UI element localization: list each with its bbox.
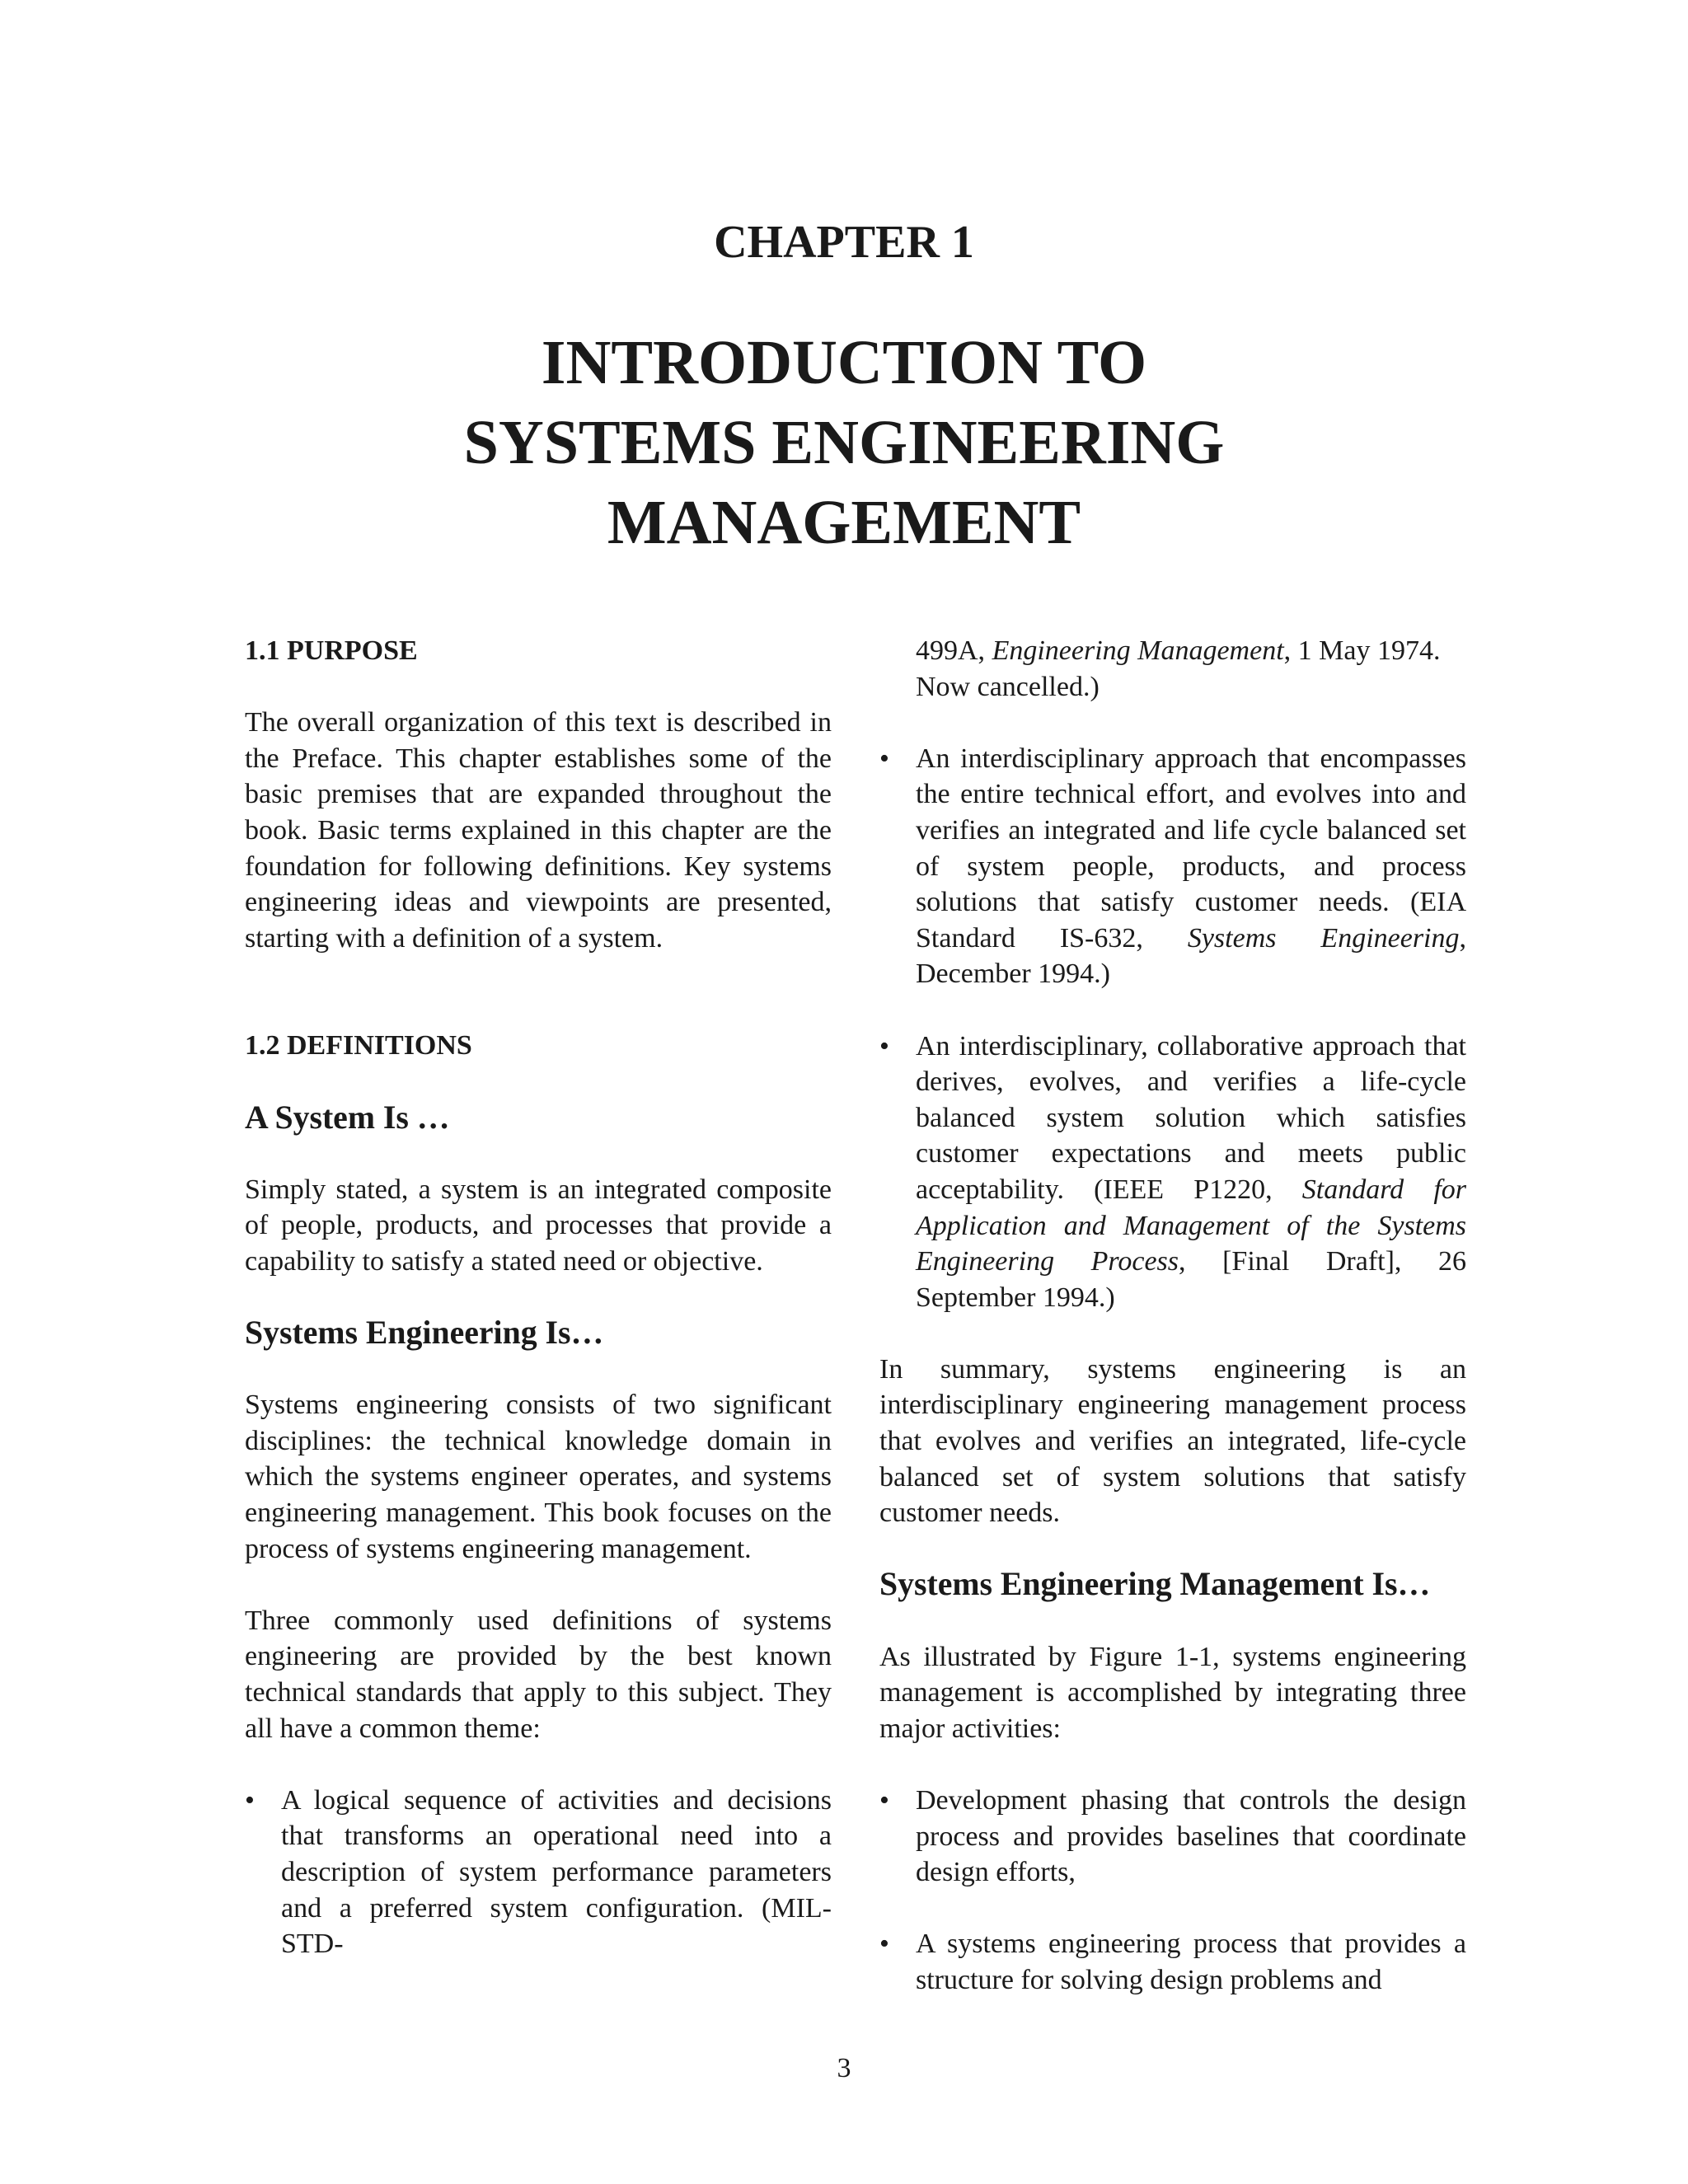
definitions-list-continued: [879, 741, 1466, 1316]
bullet-continuation: [879, 633, 1466, 705]
systems-engineering-management-heading: Systems Engineering Management Is…: [879, 1566, 1431, 1603]
bullet-marker: •: [879, 1030, 889, 1062]
system-paragraph: Simply stated, a system is an integrated composite of people, products, and processes that provide a capability to satisfy a stated need or objective.: [245, 1174, 832, 1277]
bullet-text: A systems engineering process that provides a structure for solving design problems and: [916, 1929, 1466, 1995]
bullet-citation-title: Systems Engineering: [1187, 922, 1460, 954]
purpose-heading: 1.1 PURPOSE: [245, 635, 418, 666]
list-item: [879, 1783, 1466, 1891]
list-item: [879, 741, 1466, 992]
chapter-title-line-2: SYSTEMS ENGINEERING: [463, 408, 1225, 477]
page-number: 3: [837, 2053, 851, 2083]
chapter-title-line-3: MANAGEMENT: [607, 488, 1081, 557]
bullet-text: An interdisciplinary approach that encompasses the entire technical effort, and evolves into and verifies an integrated and life cycle balanced set of system people, products, and process solutions that satisfy customer needs. (EIA Standard IS-632,: [916, 743, 1466, 954]
system-heading: A System Is …: [245, 1099, 450, 1136]
bullet-text: Development phasing that controls the design process and provides baselines that coordinate design efforts,: [916, 1785, 1466, 1888]
bullet-citation-end: , December 1994.): [916, 922, 1466, 990]
bullet-continuation-text: 499A,: [916, 635, 992, 666]
bullet-continuation-title: Engineering Management: [992, 635, 1284, 666]
summary-paragraph: In summary, systems engineering is an interdisciplinary engineering management process that evolves and verifies an integrated, life-cycle balanced set of system solutions that satisfy customer needs.: [879, 1353, 1466, 1529]
bullet-marker: •: [879, 743, 889, 774]
definitions-list: [245, 1783, 832, 1962]
list-item: [879, 1029, 1466, 1316]
chapter-label: CHAPTER 1: [714, 217, 974, 268]
activities-list: [879, 1783, 1466, 1999]
bullet-continuation-end: , 1 May 1974. Now cancelled.): [916, 635, 1441, 702]
definitions-heading: 1.2 DEFINITIONS: [245, 1030, 472, 1062]
bullet-citation-title: Standard for Application and Management of the Systems Engineering Process: [916, 1174, 1466, 1277]
list-item: [245, 1783, 832, 1962]
list-item: [879, 1926, 1466, 1998]
bullet-marker: •: [879, 1929, 889, 1960]
right-column: [879, 633, 1466, 1999]
chapter-title: [0, 323, 1688, 563]
bullet-citation-end: , [Final Draft], 26 September 1994.): [916, 1246, 1466, 1313]
left-column: [245, 633, 832, 1962]
bullet-marker: •: [879, 1785, 889, 1816]
bullet-marker: •: [245, 1784, 255, 1816]
bullet-text: A logical sequence of activities and decisions that transforms an operational need into a description of system performance parameters and a preferred system configuration. (MIL-STD-: [281, 1784, 832, 1960]
chapter-title-line-1: INTRODUCTION TO: [541, 328, 1147, 397]
purpose-paragraph: The overall organization of this text is described in the Preface. This chapter establishes some of the basic premises that are expanded throughout the book. Basic terms explained in this chapter are the foundation for following definitions. Key systems engineering ideas and viewpoints are presented, starting with a definition of a system.: [245, 707, 832, 954]
systems-engineering-management-paragraph: As illustrated by Figure 1-1, systems engineering management is accomplished by integrating three major activities:: [879, 1641, 1466, 1744]
systems-engineering-heading: Systems Engineering Is…: [245, 1315, 604, 1352]
systems-engineering-paragraph-2: Three commonly used definitions of systems engineering are provided by the best known technical standards that apply to this subject. They all have a common theme:: [245, 1605, 832, 1744]
bullet-text: An interdisciplinary, collaborative approach that derives, evolves, and verifies a life-cycle balanced system solution which satisfies customer expectations and meets public acceptability. (IEEE P1220,: [916, 1030, 1466, 1205]
systems-engineering-paragraph-1: Systems engineering consists of two significant disciplines: the technical knowledge domain in which the systems engineer operates, and systems engineering management. This book focuses on the process of systems engineering management.: [245, 1390, 832, 1564]
